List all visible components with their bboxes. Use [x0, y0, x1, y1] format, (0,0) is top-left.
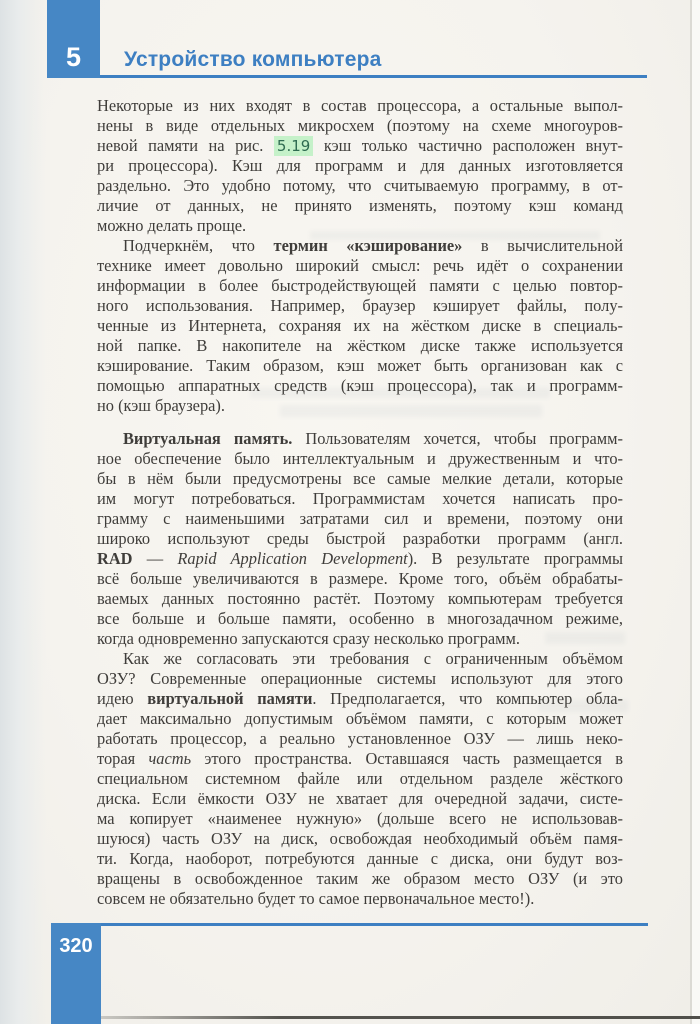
- text-segment: ного использования. Например, браузер кэширует файлы, полу-: [97, 296, 623, 315]
- text-segment: ваемых данных постоянно растёт. Поэтому компьютерам требуется: [97, 589, 623, 608]
- text-segment: совсем не обязательно будет то самое первоначальное место!).: [97, 889, 535, 908]
- text-line: [97, 649, 623, 669]
- chapter-number-badge: [47, 0, 100, 78]
- text-segment: личие от данных, не принято изменять, поэтому кэш команд: [97, 196, 623, 215]
- text-line: [97, 376, 623, 396]
- text-segment: все больше и больше памяти, особенно в многозадачном режиме,: [97, 609, 623, 628]
- text-line: [97, 689, 623, 709]
- text-line: [97, 136, 623, 156]
- text-segment: ри процессора). Кэш для программ и для данных изготовляется: [97, 156, 623, 175]
- text-segment: ное обеспечение было интеллектуальным и дружественным и что-: [97, 449, 623, 468]
- text-segment: широко используют среды быстрой разработки программ (англ.: [97, 529, 623, 548]
- text-segment: Как же согласовать эти требования с ограниченным объёмом: [123, 649, 623, 668]
- chapter-number: 5: [65, 42, 82, 72]
- text-segment: шуюся) часть ОЗУ на диск, освобождая необходимый объём памя-: [97, 829, 623, 848]
- text-line: [97, 216, 623, 236]
- text-segment: идею: [97, 689, 148, 708]
- text-segment: им могут потребоваться. Программистам хочется написать про-: [97, 489, 623, 508]
- page-left-edge-shade: [0, 0, 46, 1024]
- text-segment: ОЗУ? Современные операционные системы используют для этого: [97, 669, 623, 688]
- text-line: [97, 609, 623, 629]
- text-segment: вращены в освобожденное таким же образом место ОЗУ (и это: [97, 869, 623, 888]
- text-segment: ченные из Интернета, сохраняя их на жёстком диске в специаль-: [97, 316, 623, 335]
- text-line: [97, 869, 623, 889]
- text-line: [97, 469, 623, 489]
- text-segment: грамму с наименьшими затратами сил и времени, поэтому они: [97, 509, 623, 528]
- text-line: [97, 396, 623, 416]
- text-segment: термин «кэширование»: [273, 236, 463, 255]
- text-segment: невой памяти на рис.: [97, 136, 274, 155]
- text-segment: дает максимально допустимым объёмом памяти, с которым может: [97, 709, 623, 728]
- text-line: [97, 749, 623, 769]
- figure-reference-link[interactable]: 5.19: [274, 136, 313, 156]
- text-line: [97, 176, 623, 196]
- text-segment: торая: [97, 749, 149, 768]
- text-line: [97, 569, 623, 589]
- text-segment: информации в более быстродействующей памяти с целью повтор-: [97, 276, 623, 295]
- text-segment: часть: [148, 749, 192, 768]
- text-line: [97, 789, 623, 809]
- text-segment: диска. Если ёмкости ОЗУ не хватает для очередной задачи, систе-: [97, 789, 623, 808]
- chapter-title: Устройство компьютера: [124, 48, 382, 71]
- text-line: [97, 769, 623, 789]
- text-segment: всё больше увеличиваются в размере. Кроме того, объём обрабаты-: [97, 569, 623, 588]
- text-line: [97, 709, 623, 729]
- text-segment: в вычислительной: [462, 236, 623, 255]
- page-body: [97, 96, 623, 909]
- text-segment: . Предполагается, что компьютер обла-: [312, 689, 623, 708]
- text-line: [97, 236, 623, 256]
- text-segment: но (кэш браузера).: [97, 396, 225, 415]
- text-segment: когда одновременно запускаются сразу несколько программ.: [97, 629, 521, 648]
- text-line: [97, 809, 623, 829]
- text-line: [97, 156, 623, 176]
- text-segment: Виртуальная память.: [123, 429, 293, 448]
- text-line: [97, 589, 623, 609]
- text-line: [97, 889, 623, 909]
- text-line: [97, 296, 623, 316]
- text-segment: работать процессор, а реально установленное ОЗУ — лишь неко-: [97, 729, 623, 748]
- text-segment: RAD: [97, 549, 133, 568]
- text-segment: ма копирует «наименее нужную» (дольше всего не использовав-: [97, 809, 623, 828]
- text-line: [97, 96, 623, 116]
- text-segment: нены в виде отдельных микросхем (поэтому на схеме многоуров-: [97, 116, 623, 135]
- text-line: [97, 256, 623, 276]
- text-segment: раздельно. Это удобно потому, что считываемую программу, в от-: [97, 176, 623, 195]
- text-segment: бы в нём были предусмотрены все самые мелкие детали, которые: [97, 469, 623, 488]
- text-segment: этого пространства. Оставшаяся часть размещается в: [191, 749, 623, 768]
- text-segment: специальном системном файле или отдельном разделе жёсткого: [97, 769, 623, 788]
- text-line: [97, 116, 623, 136]
- text-segment: помощью аппаратных средств (кэш процессора), так и программ-: [97, 376, 623, 395]
- text-segment: ). В результате программы: [407, 549, 623, 568]
- text-segment: Пользователям хочется, чтобы программ-: [292, 429, 623, 448]
- text-line: [97, 489, 623, 509]
- text-line: [97, 429, 623, 449]
- text-line: [97, 669, 623, 689]
- text-line: [97, 336, 623, 356]
- text-segment: кэш только частично расположен внут-: [313, 136, 623, 155]
- text-line: [97, 549, 623, 569]
- text-line: [97, 629, 623, 649]
- text-segment: Rapid Application Development: [177, 549, 408, 568]
- text-segment: технике имеет довольно широкий смысл: речь идёт о сохранении: [97, 256, 623, 275]
- text-segment: ти. Когда, наоборот, потребуются данные с диска, они будут воз-: [97, 849, 623, 868]
- page-number-badge: [51, 923, 101, 1024]
- text-line: [97, 316, 623, 336]
- paragraph: [97, 649, 623, 909]
- text-segment: —: [132, 549, 178, 568]
- page-bottom-edge: [100, 1016, 700, 1019]
- text-line: [97, 529, 623, 549]
- page-right-edge: [690, 0, 700, 1024]
- text-segment: кэширование. Таким образом, кэш может быть организован как с: [97, 356, 623, 375]
- text-line: [97, 729, 623, 749]
- text-segment: Подчеркнём, что: [123, 236, 274, 255]
- paragraph: [97, 236, 623, 416]
- page-number: 320: [59, 935, 93, 957]
- text-segment: виртуальной памяти: [147, 689, 313, 708]
- paragraph: [97, 429, 623, 649]
- text-line: [97, 276, 623, 296]
- text-line: [97, 509, 623, 529]
- header-rule: [48, 75, 647, 78]
- text-line: [97, 196, 623, 216]
- text-line: [97, 829, 623, 849]
- footer-rule: [51, 923, 648, 926]
- text-segment: можно делать проще.: [97, 216, 247, 235]
- text-segment: ной папке. В накопителе на жёстком диске также используется: [97, 336, 623, 355]
- paragraph: [97, 96, 623, 236]
- text-line: [97, 356, 623, 376]
- text-line: [97, 449, 623, 469]
- text-segment: Некоторые из них входят в состав процессора, а остальные выпол-: [97, 96, 623, 115]
- text-line: [97, 849, 623, 869]
